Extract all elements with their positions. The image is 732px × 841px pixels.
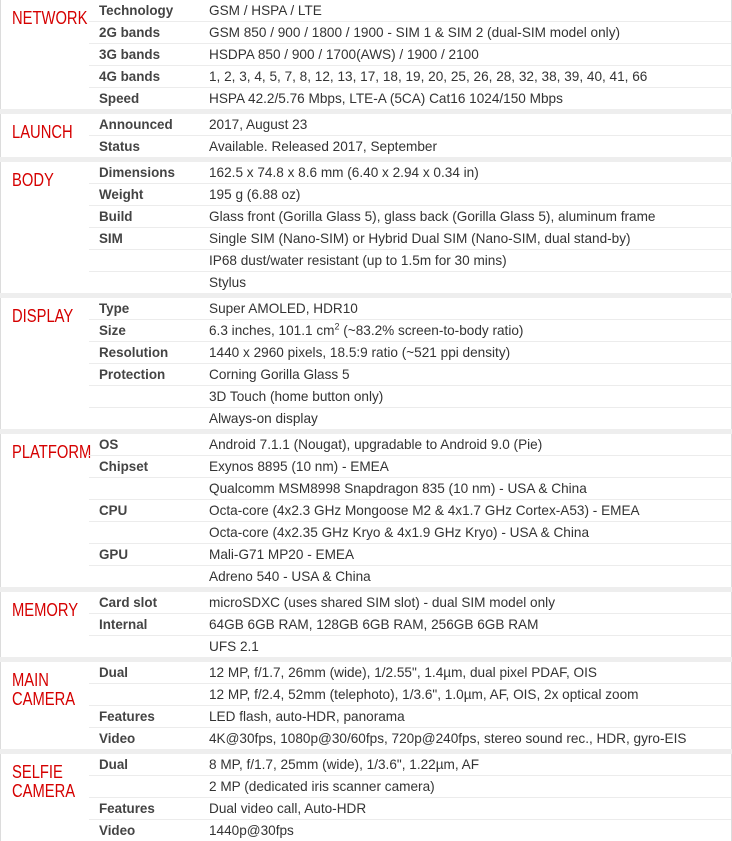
spec-value (209, 44, 479, 65)
spec-row (89, 136, 731, 157)
spec-value-text: 8 MP, f/1.7, 25mm (wide), 1/3.6", 1.22µm, AF (209, 757, 480, 772)
spec-row (89, 44, 731, 66)
spec-label[interactable]: SIM (99, 231, 123, 246)
spec-value-text: 6.3 inches, 101.1 cm (209, 323, 335, 338)
spec-value (209, 754, 479, 775)
spec-value (209, 88, 563, 109)
spec-value-text: Available. Released 2017, September (209, 139, 437, 154)
section-title[interactable]: SELFIE CAMERA (12, 762, 76, 801)
spec-value-text: Corning Gorilla Glass 5 (209, 367, 350, 382)
spec-label[interactable]: GPU (99, 547, 129, 562)
spec-section-memory (0, 592, 732, 657)
section-title[interactable]: MAIN CAMERA (12, 670, 76, 709)
spec-label[interactable]: Speed (99, 91, 140, 106)
spec-row (89, 0, 731, 22)
spec-value (209, 298, 358, 319)
spec-row (89, 22, 731, 44)
spec-label[interactable]: Internal (99, 617, 148, 632)
spec-value (209, 184, 300, 205)
spec-value (209, 434, 542, 455)
spec-rows (89, 0, 731, 109)
spec-value (209, 500, 640, 521)
spec-value-text: Exynos 8895 (10 nm) - EMEA (209, 459, 389, 474)
spec-value (209, 456, 389, 477)
spec-label[interactable]: Size (99, 323, 126, 338)
spec-row (89, 320, 731, 342)
spec-label[interactable]: Dimensions (99, 165, 175, 180)
spec-value (209, 798, 366, 819)
spec-row (89, 684, 731, 706)
spec-value-text: 3D Touch (home button only) (209, 389, 384, 404)
spec-row (89, 662, 731, 684)
spec-value (209, 614, 538, 635)
spec-label[interactable]: Dual (99, 665, 129, 680)
spec-value-text: 2 MP (dedicated iris scanner camera) (209, 779, 435, 794)
spec-label[interactable]: OS (99, 437, 119, 452)
spec-row (89, 478, 731, 500)
spec-row (89, 566, 731, 587)
spec-label[interactable]: 3G bands (99, 47, 161, 62)
spec-value-text: Android 7.1.1 (Nougat), upgradable to Android 9.0 (Pie) (209, 437, 543, 452)
spec-row (89, 456, 731, 478)
spec-value-text: microSDXC (uses shared SIM slot) - dual SIM model only (209, 595, 555, 610)
spec-value (209, 66, 647, 87)
spec-rows (89, 434, 731, 587)
spec-value-text: IP68 dust/water resistant (up to 1.5m for 30 mins) (209, 253, 507, 268)
spec-value-text: Adreno 540 - USA & China (209, 569, 371, 584)
spec-label[interactable]: Features (99, 801, 155, 816)
spec-value-text: GSM / HSPA / LTE (209, 3, 322, 18)
spec-value (209, 776, 435, 797)
section-title[interactable]: LAUNCH (12, 122, 73, 142)
spec-label[interactable]: Chipset (99, 459, 149, 474)
spec-label[interactable]: Build (99, 209, 133, 224)
spec-label[interactable]: Video (99, 823, 136, 838)
spec-row (89, 798, 731, 820)
spec-row (89, 114, 731, 136)
spec-value-text: Qualcomm MSM8998 Snapdragon 835 (10 nm) - USA & China (209, 481, 587, 496)
spec-section-body (0, 162, 732, 293)
spec-value (209, 820, 294, 841)
spec-row (89, 66, 731, 88)
spec-value-text: UFS 2.1 (209, 639, 259, 654)
spec-value (209, 0, 322, 21)
spec-section-main-camera (0, 662, 732, 749)
spec-label[interactable]: Video (99, 731, 136, 746)
section-title[interactable]: BODY (12, 170, 54, 190)
spec-row (89, 298, 731, 320)
spec-value-text: 1, 2, 3, 4, 5, 7, 8, 12, 13, 17, 18, 19, 20, 25, 26, 28, 32, 38, 39, 40, 41, 66 (209, 69, 648, 84)
spec-value (209, 684, 638, 705)
spec-value-text: Glass front (Gorilla Glass 5), glass back (Gorilla Glass 5), aluminum frame (209, 209, 656, 224)
spec-value (209, 522, 589, 543)
spec-section-selfie-camera (0, 754, 732, 841)
spec-label[interactable]: Technology (99, 3, 174, 18)
spec-section-platform (0, 434, 732, 587)
spec-rows (89, 592, 731, 657)
section-title[interactable]: DISPLAY (12, 306, 74, 326)
spec-row (89, 614, 731, 636)
spec-row (89, 728, 731, 749)
spec-row (89, 776, 731, 798)
spec-value-text: Octa-core (4x2.3 GHz Mongoose M2 & 4x1.7 GHz Cortex-A53) - EMEA (209, 503, 640, 518)
spec-section-launch (0, 114, 732, 157)
spec-label[interactable]: Status (99, 139, 140, 154)
spec-value-text: 195 g (6.88 oz) (209, 187, 301, 202)
spec-label[interactable]: Dual (99, 757, 129, 772)
spec-row (89, 592, 731, 614)
spec-value-text: Stylus (209, 275, 247, 290)
spec-rows (89, 662, 731, 749)
spec-value (209, 592, 555, 613)
spec-value (209, 706, 405, 727)
spec-value-text: Always-on display (209, 411, 318, 426)
spec-value (209, 22, 620, 43)
spec-row (89, 522, 731, 544)
spec-value (209, 408, 318, 429)
spec-value (209, 136, 437, 157)
spec-label[interactable]: 4G bands (99, 69, 161, 84)
spec-value (209, 728, 686, 749)
spec-value (209, 566, 371, 587)
spec-value-text: Single SIM (Nano-SIM) or Hybrid Dual SIM (Nano-SIM, dual stand-by) (209, 231, 631, 246)
spec-value-text: HSPA 42.2/5.76 Mbps, LTE-A (5CA) Cat16 1024/150 Mbps (209, 91, 563, 106)
section-title[interactable]: MEMORY (12, 600, 79, 620)
spec-row (89, 386, 731, 408)
spec-row (89, 408, 731, 429)
spec-row (89, 544, 731, 566)
spec-value (209, 272, 246, 293)
spec-value-text: HSDPA 850 / 900 / 1700(AWS) / 1900 / 2100 (209, 47, 479, 62)
spec-label[interactable]: Type (99, 301, 130, 316)
section-title[interactable]: NETWORK (12, 8, 88, 28)
spec-label[interactable]: Weight (99, 187, 144, 202)
spec-label[interactable]: Protection (99, 367, 166, 382)
spec-value (209, 162, 479, 183)
spec-row (89, 500, 731, 522)
spec-row (89, 820, 731, 841)
spec-rows (89, 754, 731, 841)
section-title[interactable]: PLATFORM (12, 442, 92, 462)
spec-row (89, 228, 731, 250)
spec-value (209, 478, 587, 499)
spec-label[interactable]: Announced (99, 117, 173, 132)
spec-label[interactable]: Resolution (99, 345, 169, 360)
spec-value-text: 4K@30fps, 1080p@30/60fps, 720p@240fps, stereo sound rec., HDR, gyro-EIS (209, 731, 687, 746)
spec-rows (89, 114, 731, 157)
spec-row (89, 754, 731, 776)
spec-row (89, 250, 731, 272)
spec-row (89, 636, 731, 657)
spec-value (209, 228, 631, 249)
spec-row (89, 342, 731, 364)
spec-value (209, 342, 510, 363)
spec-value-text: LED flash, auto-HDR, panorama (209, 709, 405, 724)
spec-value-text: 12 MP, f/1.7, 26mm (wide), 1/2.55", 1.4µm, dual pixel PDAF, OIS (209, 665, 597, 680)
spec-row (89, 206, 731, 228)
spec-value (209, 250, 507, 271)
spec-value-text: 64GB 6GB RAM, 128GB 6GB RAM, 256GB 6GB RAM (209, 617, 539, 632)
spec-value (209, 386, 383, 407)
spec-value (209, 114, 307, 135)
superscript: 2 (334, 321, 340, 332)
spec-value-text: Super AMOLED, HDR10 (209, 301, 358, 316)
spec-row (89, 184, 731, 206)
spec-row (89, 88, 731, 109)
spec-value (209, 364, 350, 385)
spec-value-text: Octa-core (4x2.35 GHz Kryo & 4x1.9 GHz Kryo) - USA & China (209, 525, 590, 540)
spec-value-text: 1440p@30fps (209, 823, 294, 838)
spec-label[interactable]: CPU (99, 503, 128, 518)
spec-value (209, 320, 523, 341)
spec-value-text: 12 MP, f/2.4, 52mm (telephoto), 1/3.6", 1.0µm, AF, OIS, 2x optical zoom (209, 687, 639, 702)
spec-label[interactable]: Card slot (99, 595, 158, 610)
spec-value (209, 544, 354, 565)
spec-value (209, 662, 597, 683)
spec-value-text: 162.5 x 74.8 x 8.6 mm (6.40 x 2.94 x 0.34 in) (209, 165, 479, 180)
spec-row (89, 162, 731, 184)
spec-label[interactable]: 2G bands (99, 25, 161, 40)
spec-label[interactable]: Features (99, 709, 155, 724)
spec-value-text: 1440 x 2960 pixels, 18.5:9 ratio (~521 ppi density) (209, 345, 511, 360)
spec-value (209, 636, 259, 657)
spec-value (209, 206, 655, 227)
spec-row (89, 434, 731, 456)
spec-rows (89, 298, 731, 429)
spec-value-text-after: (~83.2% screen-to-body ratio) (339, 323, 524, 338)
spec-rows (89, 162, 731, 293)
spec-section-network (0, 0, 732, 109)
spec-section-display (0, 298, 732, 429)
spec-value-text: Dual video call, Auto-HDR (209, 801, 367, 816)
spec-row (89, 364, 731, 386)
spec-value-text: GSM 850 / 900 / 1800 / 1900 - SIM 1 & SIM 2 (dual-SIM model only) (209, 25, 621, 40)
spec-row (89, 272, 731, 293)
spec-value-text: 2017, August 23 (209, 117, 308, 132)
spec-value-text: Mali-G71 MP20 - EMEA (209, 547, 355, 562)
spec-row (89, 706, 731, 728)
